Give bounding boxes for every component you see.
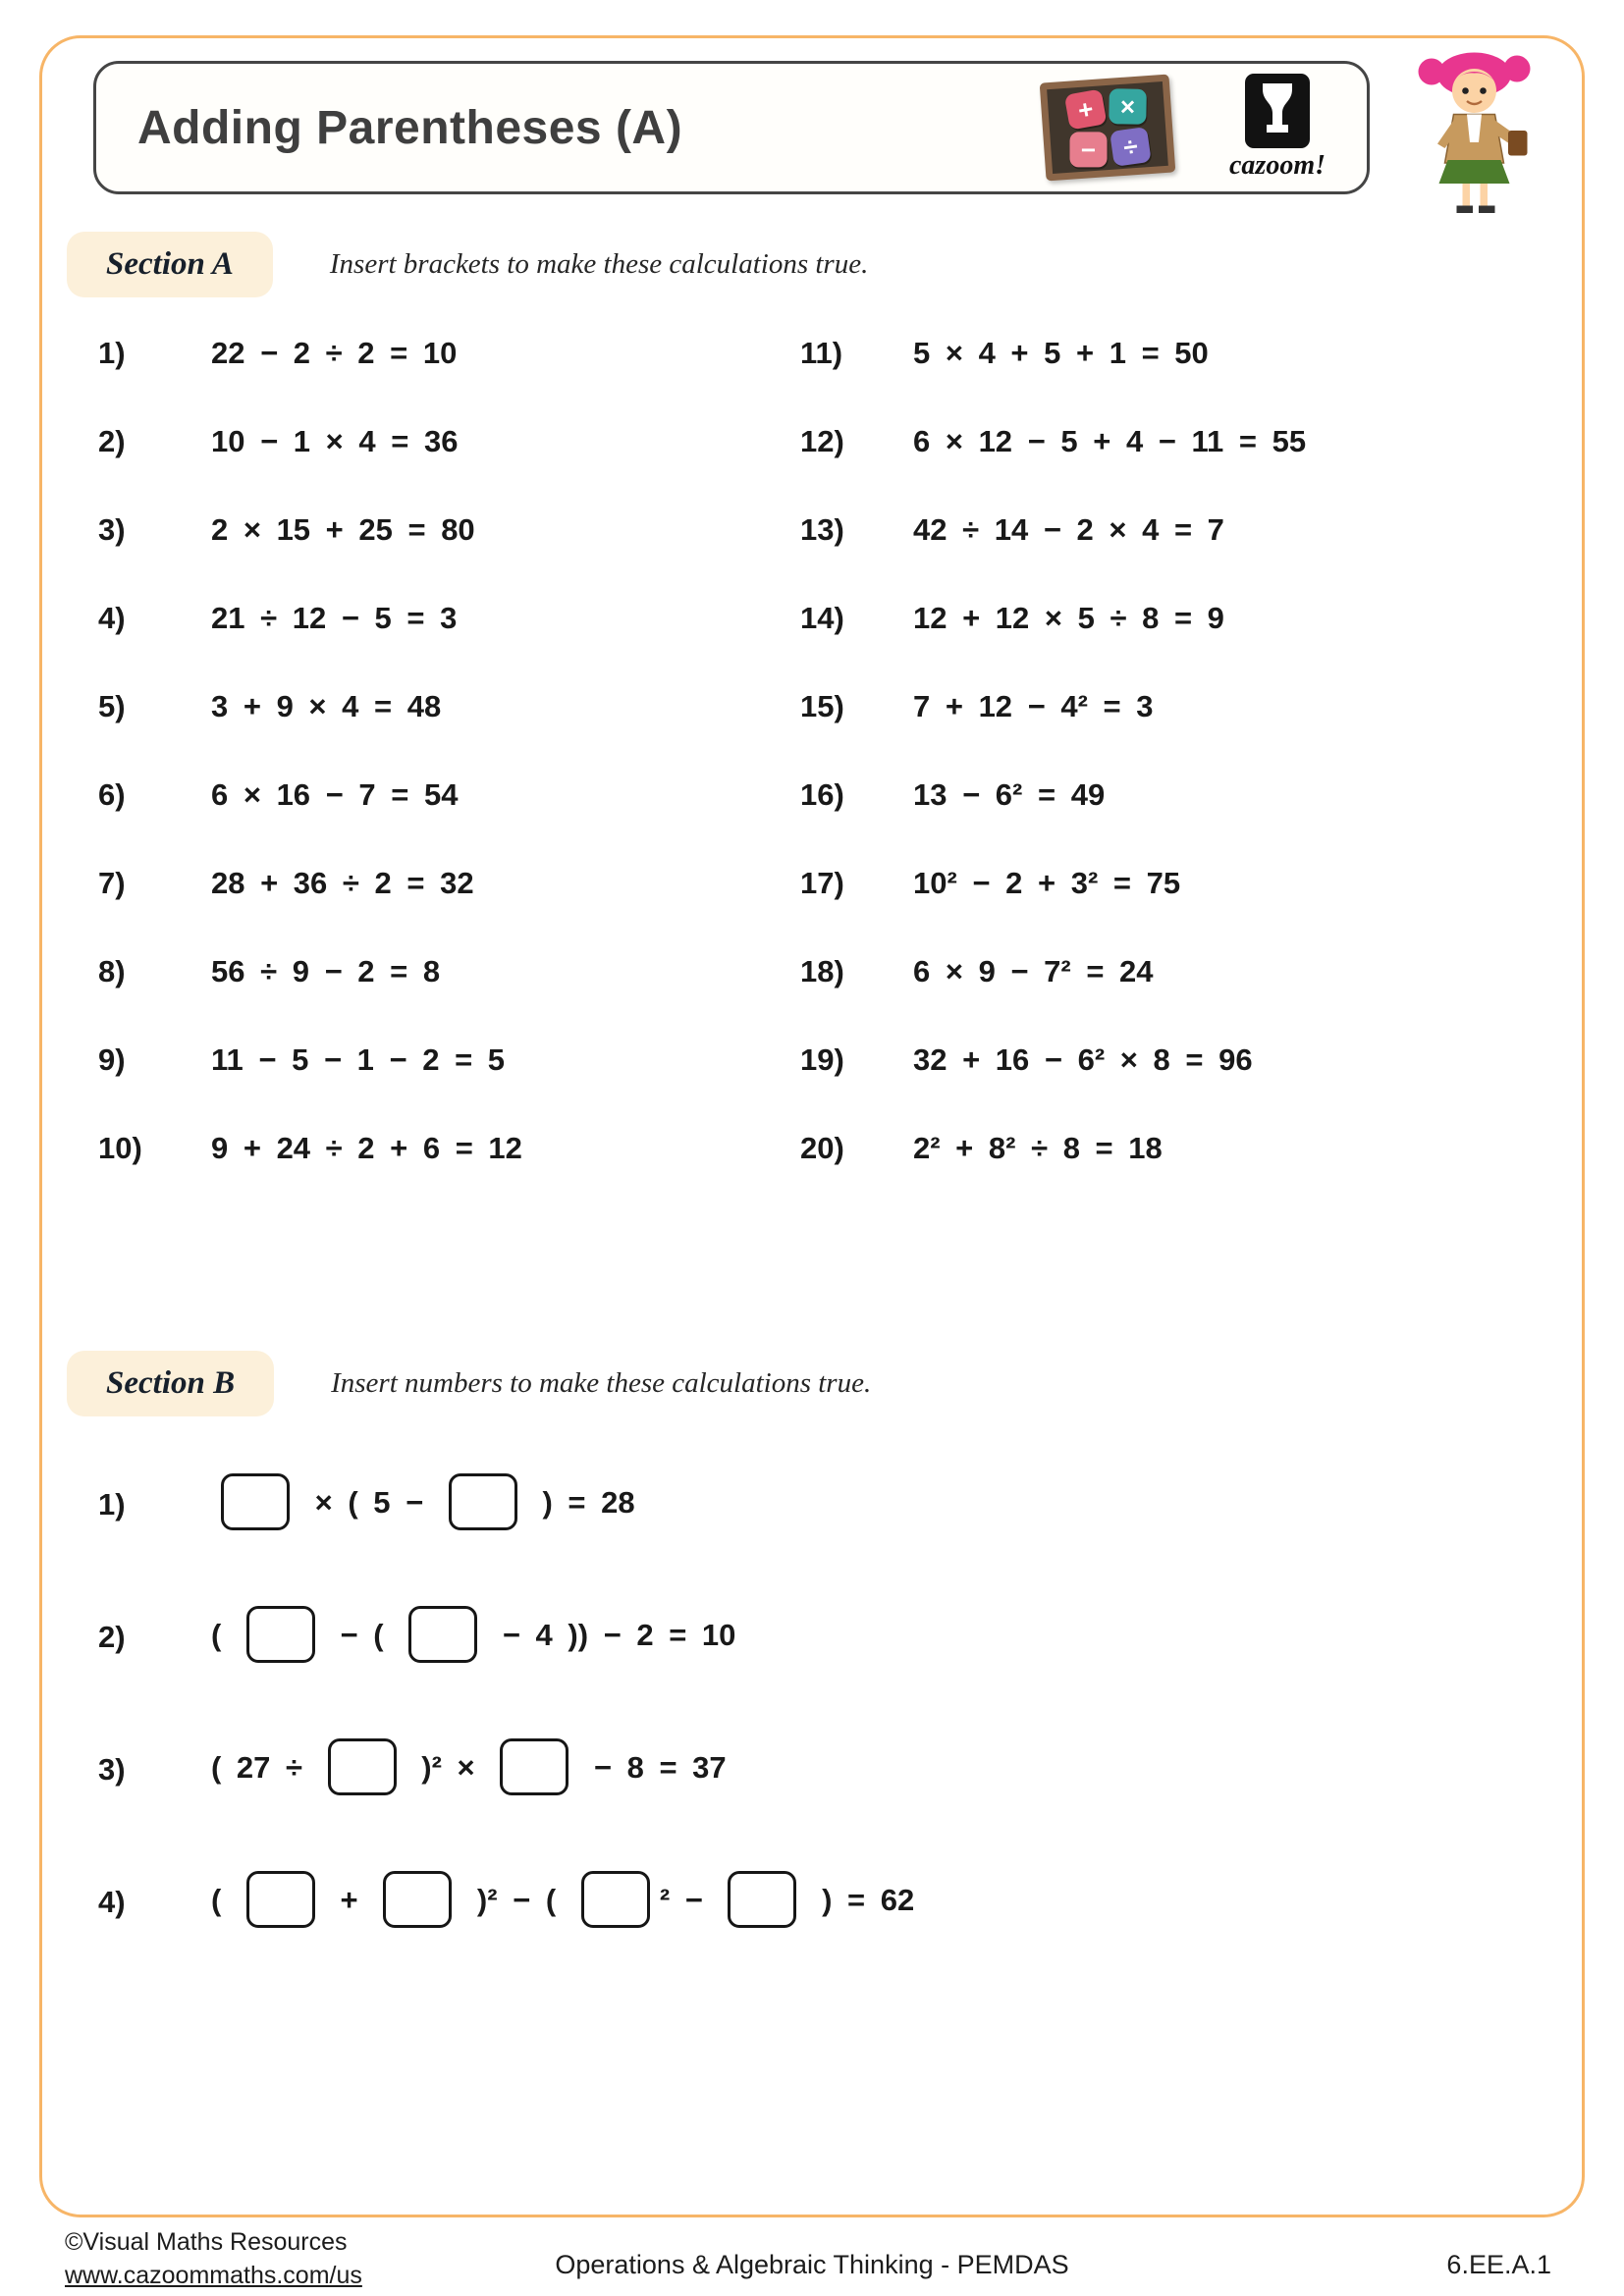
problem-number: 2) [98, 1619, 126, 1654]
problem-number: 3) [98, 1751, 126, 1787]
section-b-problems [98, 1438, 1565, 1968]
problem-number: 1) [98, 1486, 126, 1522]
problem-number: 3) [98, 512, 126, 547]
answer-box[interactable] [383, 1871, 452, 1928]
problem-row [98, 309, 800, 398]
problem-expression: 10 − 1 × 4 = 36 [211, 424, 459, 458]
problem-row [800, 574, 1585, 663]
problem-number: 20) [800, 1131, 844, 1165]
problem-number: 19) [800, 1042, 844, 1077]
problem-row [800, 839, 1585, 928]
problem-row [800, 309, 1585, 398]
problem-row [98, 1016, 800, 1104]
problem-expression: 2 × 15 + 25 = 80 [211, 512, 475, 547]
footer-standard-code: 6.EE.A.1 [1446, 2250, 1551, 2279]
section-a-header [67, 232, 1555, 297]
section-b-instruction: Insert numbers to make these calculations true. [331, 1367, 872, 1399]
problem-expression: 11 − 5 − 1 − 2 = 5 [211, 1042, 506, 1077]
problem-number: 5) [98, 689, 126, 723]
problem-expression: 3 + 9 × 4 = 48 [211, 689, 442, 723]
answer-box[interactable] [500, 1738, 568, 1795]
problem-expression: 6 × 16 − 7 = 54 [211, 777, 459, 812]
problem-number: 15) [800, 689, 844, 723]
problem-expression: 9 + 24 ÷ 2 + 6 = 12 [211, 1131, 522, 1165]
problem-expression: 56 ÷ 9 − 2 = 8 [211, 954, 441, 988]
math-symbol-tile: ÷ [1110, 126, 1152, 166]
math-symbol-tile: − [1069, 132, 1107, 167]
section-a-label: Section A [67, 232, 273, 297]
problem-number: 12) [800, 424, 844, 458]
problem-expression: 21 ÷ 12 − 5 = 3 [211, 601, 458, 635]
problem-row [98, 1571, 1565, 1703]
problem-number: 17) [800, 866, 844, 900]
answer-box[interactable] [449, 1473, 517, 1530]
problem-row [98, 1703, 1565, 1836]
answer-box[interactable] [581, 1871, 650, 1928]
section-b-label: Section B [67, 1351, 274, 1416]
problem-row [98, 1104, 800, 1193]
website-link[interactable]: www.cazoommaths.com/us [65, 2261, 362, 2289]
problem-expression: 12 + 12 × 5 ÷ 8 = 9 [913, 601, 1224, 635]
problems-column-left [98, 309, 800, 1193]
problem-row [800, 928, 1585, 1016]
problem-number: 10) [98, 1131, 142, 1165]
problem-expression: ( + )² − ( ² − ) = 62 [211, 1874, 914, 1931]
problem-number: 4) [98, 601, 126, 635]
brand-name: cazoom! [1229, 150, 1326, 181]
problem-expression: 10² − 2 + 3² = 75 [913, 866, 1181, 900]
answer-box[interactable] [246, 1606, 315, 1663]
cazoom-logo-icon [1245, 74, 1310, 148]
problem-expression: 5 × 4 + 5 + 1 = 50 [913, 336, 1209, 370]
section-b-header [67, 1351, 1555, 1416]
girl-character-icon [1399, 45, 1561, 222]
problem-number: 7) [98, 866, 126, 900]
problem-row [98, 1836, 1565, 1968]
problem-number: 11) [800, 336, 843, 370]
chalkboard-icon [1040, 75, 1176, 182]
problem-row [98, 1438, 1565, 1571]
problem-number: 13) [800, 512, 844, 547]
problem-number: 9) [98, 1042, 126, 1077]
problem-row [98, 751, 800, 839]
problem-row [800, 663, 1585, 751]
math-symbol-tile: + [1063, 88, 1107, 130]
problem-number: 14) [800, 601, 844, 635]
problem-row [800, 751, 1585, 839]
problem-expression: 42 ÷ 14 − 2 × 4 = 7 [913, 512, 1224, 547]
problem-row [800, 398, 1585, 486]
problem-row [98, 928, 800, 1016]
problem-row [98, 663, 800, 751]
chalkboard-tiles [1047, 81, 1168, 174]
copyright-text: ©Visual Maths Resources [65, 2228, 348, 2256]
problem-number: 2) [98, 424, 126, 458]
problem-expression: 28 + 36 ÷ 2 = 32 [211, 866, 474, 900]
problem-number: 6) [98, 777, 126, 812]
girl-character-illustration [1399, 45, 1561, 222]
problem-row [800, 486, 1585, 574]
header [93, 61, 1370, 194]
answer-box[interactable] [328, 1738, 397, 1795]
problem-row [98, 398, 800, 486]
answer-box[interactable] [221, 1473, 290, 1530]
section-a-problems [98, 309, 1585, 1193]
problem-row [98, 574, 800, 663]
footer-topic: Operations & Algebraic Thinking - PEMDAS [555, 2250, 1069, 2279]
problem-expression: 32 + 16 − 6² × 8 = 96 [913, 1042, 1253, 1077]
problem-expression: 13 − 6² = 49 [913, 777, 1106, 812]
section-a-instruction: Insert brackets to make these calculations true. [329, 248, 869, 280]
problem-number: 1) [98, 336, 126, 370]
math-symbol-tile: × [1109, 88, 1147, 125]
problem-row [98, 486, 800, 574]
problem-expression: 2² + 8² ÷ 8 = 18 [913, 1131, 1163, 1165]
problem-expression: × ( 5 − ) = 28 [211, 1476, 635, 1533]
problem-expression: 7 + 12 − 4² = 3 [913, 689, 1154, 723]
problem-row [98, 839, 800, 928]
problems-column-right [800, 309, 1585, 1193]
answer-box[interactable] [728, 1871, 796, 1928]
problem-row [800, 1104, 1585, 1193]
answer-box[interactable] [408, 1606, 477, 1663]
problem-number: 4) [98, 1884, 126, 1919]
problem-row [800, 1016, 1585, 1104]
problem-number: 18) [800, 954, 844, 988]
problem-expression: 22 − 2 ÷ 2 = 10 [211, 336, 458, 370]
problem-number: 8) [98, 954, 126, 988]
problem-number: 16) [800, 777, 844, 812]
problem-expression: 6 × 12 − 5 + 4 − 11 = 55 [913, 424, 1307, 458]
cazoom-logo [1229, 74, 1326, 182]
answer-box[interactable] [246, 1871, 315, 1928]
problem-expression: 6 × 9 − 7² = 24 [913, 954, 1154, 988]
problem-expression: ( 27 ÷ )² × − 8 = 37 [211, 1741, 727, 1798]
problem-expression: ( − ( − 4 )) − 2 = 10 [211, 1609, 735, 1666]
page-title: Adding Parentheses (A) [137, 101, 683, 154]
